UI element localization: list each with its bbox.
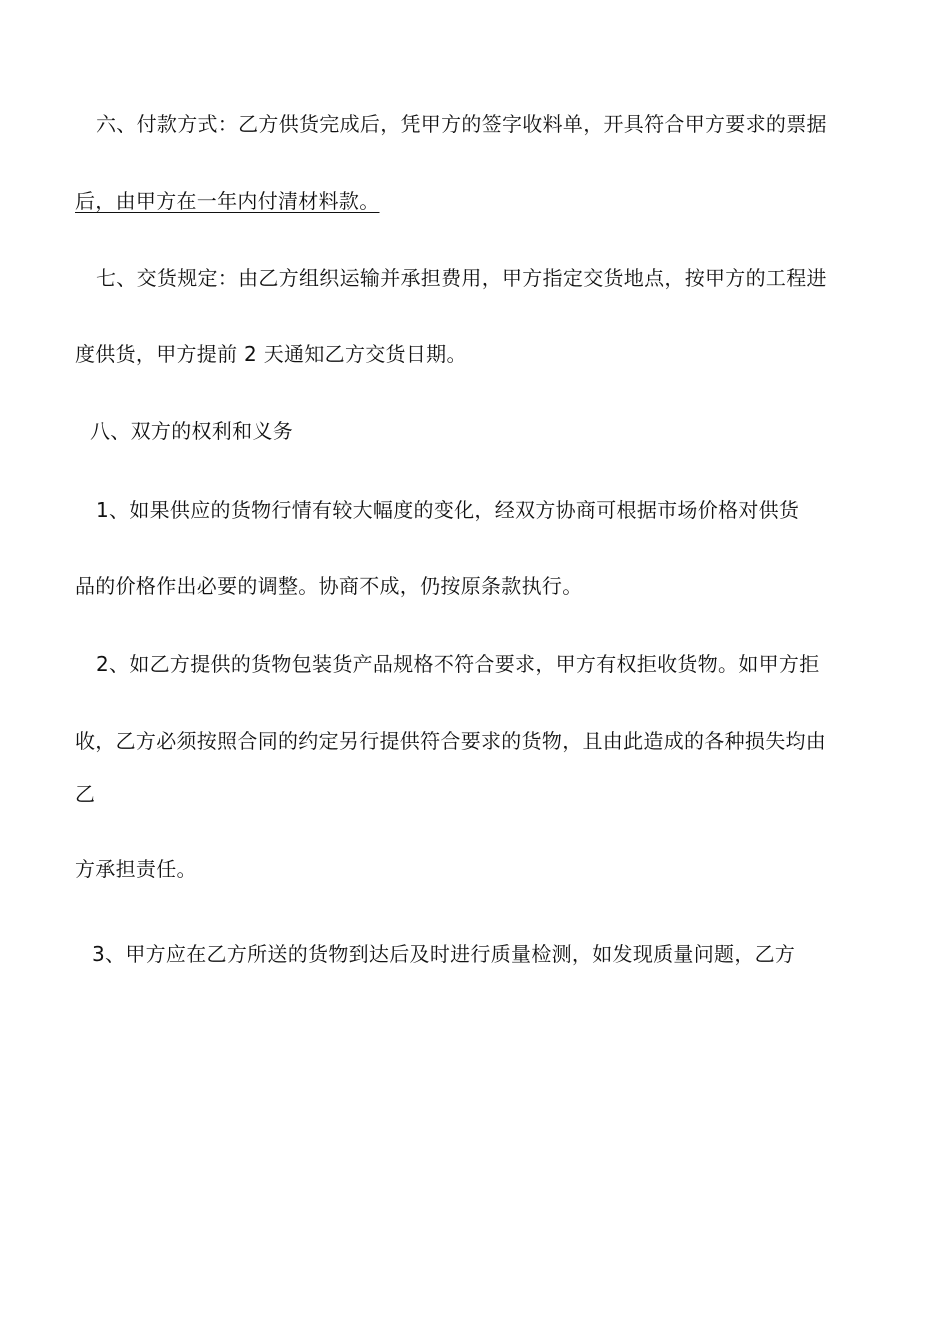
item-2-line-2: 收，乙方必须按照合同的约定另行提供符合要求的货物，且由此造成的各种损失均由 <box>75 729 827 753</box>
item-2-line-3: 乙 <box>75 782 96 806</box>
item-1-line-2: 品的价格作出必要的调整。协商不成，仍按原条款执行。 <box>75 574 583 598</box>
clause-7-line-1: 七、交货规定：由乙方组织运输并承担费用，甲方指定交货地点，按甲方的工程进 <box>96 266 827 290</box>
item-1-line-1: 1、如果供应的货物行情有较大幅度的变化，经双方协商可根据市场价格对供货 <box>96 498 800 522</box>
item-3-line-1: 3、甲方应在乙方所送的货物到达后及时进行质量检测，如发现质量问题，乙方 <box>92 942 796 966</box>
item-2-line-4: 方承担责任。 <box>75 857 197 881</box>
clause-7-line-2: 度供货，甲方提前 2 天通知乙方交货日期。 <box>75 342 467 366</box>
item-2-line-1: 2、如乙方提供的货物包装货产品规格不符合要求，甲方有权拒收货物。如甲方拒 <box>96 652 820 676</box>
clause-6-line-1: 六、付款方式：乙方供货完成后，凭甲方的签字收料单，开具符合甲方要求的票据 <box>96 112 827 136</box>
clause-6-line-2: 后，由甲方在一年内付清材料款。 <box>75 189 380 213</box>
clause-8-heading: 八、双方的权利和义务 <box>90 419 293 443</box>
